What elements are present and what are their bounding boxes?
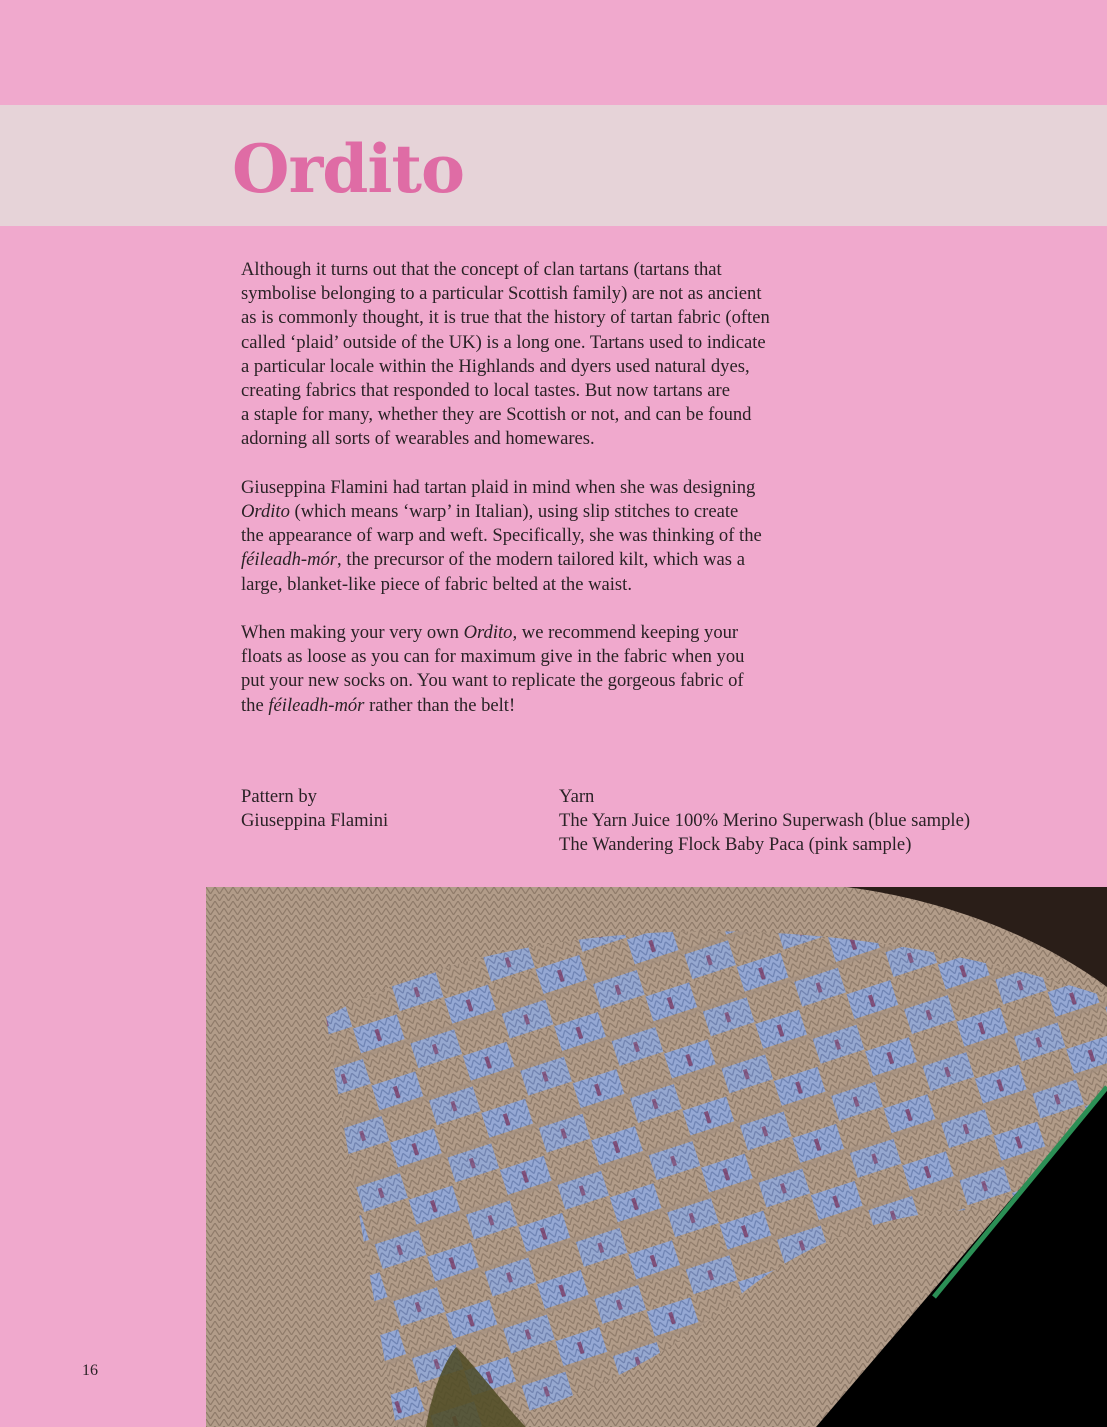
text-run: large, blanket-like piece of fabric belted at the waist. (241, 573, 632, 595)
text-run: (which means ‘warp’ in Italian), using slip stitches to create (289, 501, 739, 523)
italic-term: Ordito, (463, 622, 518, 644)
text-run: , the precursor of the modern tailored kilt, which was a (337, 549, 745, 571)
text-line (241, 355, 841, 379)
yarn-item: The Wandering Flock Baby Paca (pink sample) (559, 834, 912, 856)
text-run: a particular locale within the Highlands and dyers used natural dyes, (241, 355, 750, 377)
text-run: floats as loose as you can for maximum give in the fabric when you (241, 646, 745, 668)
text-line (241, 548, 841, 572)
text-run: the (241, 694, 269, 716)
text-line (241, 379, 841, 403)
text-run: called ‘plaid’ outside of the UK) is a long one. Tartans used to indicate (241, 331, 766, 353)
italic-term: féileadh-mór (268, 694, 365, 716)
body-paragraph (241, 476, 841, 597)
text-run: a staple for many, whether they are Scottish or not, and can be found (241, 404, 752, 426)
text-run: put your new socks on. You want to replicate the gorgeous fabric of (241, 670, 744, 692)
body-paragraph (241, 621, 841, 718)
text-line (241, 331, 841, 355)
text-line (241, 669, 841, 693)
yarn-label: Yarn (559, 786, 595, 807)
text-line (241, 500, 841, 524)
text-run: Although it turns out that the concept of clan tartans (tartans that (241, 259, 722, 280)
designer-name: Giuseppina Flamini (241, 810, 389, 832)
text-line (241, 258, 841, 282)
italic-term: Ordito (241, 501, 290, 523)
text-line (241, 427, 841, 451)
text-line (241, 403, 841, 427)
text-run: symbolise belonging to a particular Scottish family) are not as ancient (241, 283, 762, 305)
text-line (241, 645, 841, 669)
yarn-item: The Yarn Juice 100% Merino Superwash (blue sample) (559, 810, 971, 832)
title-band (0, 105, 1107, 226)
text-run: as is commonly thought, it is true that the history of tartan fabric (often (241, 307, 770, 329)
text-line (241, 621, 841, 645)
body-paragraph (241, 258, 841, 452)
article-body (241, 258, 841, 742)
italic-term: féileadh-mór (241, 549, 338, 571)
text-run: rather than the belt! (364, 694, 516, 716)
text-run: Giuseppina Flamini had tartan plaid in mind when she was designing (241, 476, 756, 498)
text-line (241, 306, 841, 330)
pattern-credit (241, 785, 388, 833)
page-title: Ordito (232, 130, 464, 208)
text-line (241, 282, 841, 306)
text-line (241, 694, 841, 718)
text-run: When making your very own (241, 622, 464, 644)
text-run: creating fabrics that responded to local tastes. But now tartans are (241, 380, 730, 402)
text-run: adorning all sorts of wearables and homewares. (241, 428, 595, 450)
text-line (241, 524, 841, 548)
text-line (241, 476, 841, 500)
text-run: we recommend keeping your (517, 622, 739, 644)
yarn-credit (559, 785, 970, 858)
sock-photo (206, 887, 1107, 1427)
pattern-label: Pattern by (241, 786, 317, 807)
text-run: the appearance of warp and weft. Specifically, she was thinking of the (241, 525, 762, 547)
page-number: 16 (82, 1362, 98, 1379)
text-line (241, 573, 841, 597)
